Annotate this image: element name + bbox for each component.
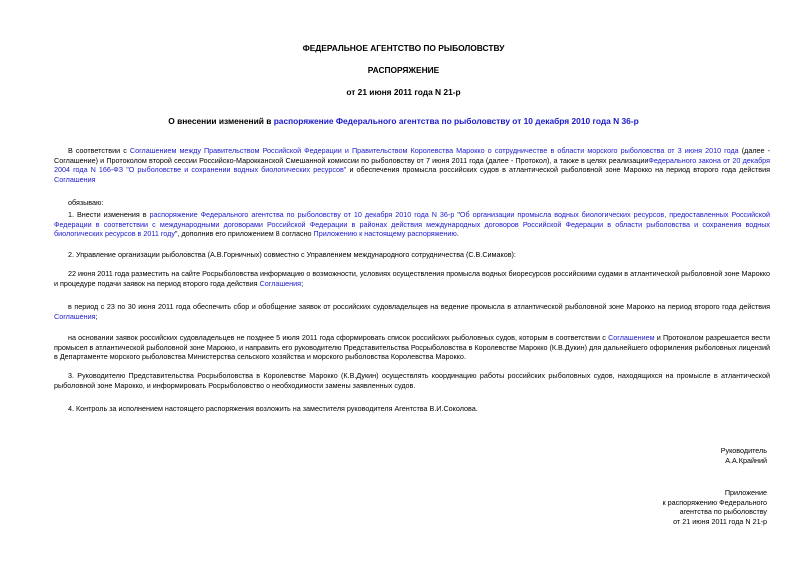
item2b-text-1: в период с 23 по 30 июня 2011 года обеспечить сбор и обобщение заявок от российских судовладельцев на ведение промысла в атлантической рыболовной зоне Марокко на период второго года действия bbox=[68, 302, 770, 311]
document-type: РАСПОРЯЖЕНИЕ bbox=[367, 65, 440, 75]
item-2 bbox=[54, 250, 770, 260]
item2c-text-2: и Протоколом разрешается вести промысел в атлантической рыболовной зоне Марокко, и направить его руководителю Представительства Росрыболовства в Королевстве Марокко (К.В.Дукин) для дальнейшего оформления рыболовных лицензий в Департаменте морского рыболовства Министерства сельского хозяйства и морского рыболовства Королевства Марокко. bbox=[54, 333, 771, 362]
item-2c bbox=[54, 333, 770, 362]
item-2b bbox=[54, 302, 770, 321]
item2a-text-1: 22 июня 2011 года разместить на сайте Росрыболовства информацию о возможности, условиях осуществления промысла водных биоресурсов российскими судами в атлантической рыболовной зоне Марокко и процедуре подачи заявок на период второго года действия bbox=[54, 269, 770, 288]
appendix-link[interactable]: Приложению к настоящему распоряжению bbox=[313, 229, 457, 239]
document-title bbox=[0, 117, 807, 127]
item2-text: 2. Управление организации рыболовства (А.В.Горничных) совместно с Управлением международного сотрудничества (С.В.Симаков): bbox=[68, 250, 516, 259]
item1-text-1: 1. Внести изменения в bbox=[68, 210, 150, 219]
title-link[interactable]: распоряжение Федерального агентства по рыболовству от 10 декабря 2010 года N 36-р bbox=[273, 116, 639, 126]
agreement-link-4[interactable]: Соглашения bbox=[54, 311, 96, 321]
signature-block bbox=[721, 446, 767, 465]
item1-text-2: " bbox=[454, 210, 460, 219]
item1-text-3: ", дополнив его приложением 8 согласно bbox=[174, 229, 314, 239]
item2c-text-1: на основании заявок российских судовладельцев не позднее 5 июля 2011 года сформировать список российских рыболовных судов, которым в соответствии с bbox=[68, 333, 609, 342]
agreement-link-3[interactable]: Соглашения bbox=[259, 278, 302, 288]
preamble-text-2: (далее - Соглашение) и Протоколом второй сессии Российско-Марокканской Смешанной комиссии по рыболовству от 7 июня 2011 года (далее - Протокол), а также в целях реализации bbox=[54, 146, 770, 165]
item-2a bbox=[54, 269, 770, 288]
item1-text-4: . bbox=[456, 229, 459, 239]
federal-law-link[interactable]: Федерального закона от 20 декабря 2004 года N 166-ФЗ "О рыболовстве и сохранении водных биологических ресурсов" bbox=[54, 155, 770, 175]
appendix-line-2: к распоряжению Федерального bbox=[662, 497, 767, 507]
item-1 bbox=[54, 210, 770, 239]
appendix-header bbox=[663, 488, 767, 526]
document-date: от 21 июня 2011 года N 21-р bbox=[346, 87, 461, 97]
preamble bbox=[54, 146, 770, 184]
agency-name: ФЕДЕРАЛЬНОЕ АГЕНТСТВО ПО РЫБОЛОВСТВУ bbox=[302, 43, 505, 53]
appendix-line-3: агентства по рыболовству bbox=[679, 507, 767, 517]
preamble-text-3: и обеспечения промысла российских судов в атлантической рыболовной зоне Марокко на период второго года действия bbox=[346, 165, 771, 175]
preamble-text-1: В соответствии с bbox=[68, 146, 130, 155]
item3-text: 3. Руководителю Представительства Росрыболовства в Королевстве Марокко (К.В.Дукин) осуществлять координацию работы российских рыболовных судов, находящихся на промысле в атлантической рыболовной зоне Марокко, и информировать Росрыболовство о необходимости замены заявленных судов. bbox=[54, 371, 770, 390]
item-3 bbox=[54, 371, 770, 390]
signature-role: Руководитель bbox=[720, 446, 767, 455]
agreement-link-5[interactable]: Соглашением bbox=[608, 333, 655, 342]
signature-name: А.А.Крайний bbox=[725, 455, 767, 465]
obligate-text: обязываю: bbox=[68, 198, 104, 207]
agreement-link[interactable]: Соглашением между Правительством Российской Федерации и Правительством Королевства Марокко о сотрудничестве в области морского рыболовства от 3 июня 2010 года bbox=[129, 146, 739, 155]
appendix-line-1: Приложение bbox=[724, 488, 767, 497]
organization-link[interactable]: Об организации промысла водных биологических ресурсов, предоставленных Российской Федерации в соответствии с международными договорами Российской Федерации в районах действия международных договоров Российской Федерации в области рыболовства и сохранения водных биологических ресурсов в 2011 году bbox=[54, 210, 770, 239]
item4-text: 4. Контроль за исполнением настоящего распоряжения возложить на заместителя руководителя Агентства В.И.Соколова. bbox=[68, 404, 478, 413]
obligate-line bbox=[54, 198, 770, 208]
title-prefix: О внесении изменений в bbox=[168, 116, 274, 126]
agreement-link-2[interactable]: Соглашения bbox=[54, 174, 96, 184]
item-4 bbox=[54, 404, 770, 414]
order-36r-link[interactable]: распоряжение Федерального агентства по рыболовству от 10 декабря 2010 года N 36-р bbox=[149, 210, 455, 219]
item2b-text-2: ; bbox=[95, 311, 98, 321]
item2a-text-2: ; bbox=[301, 278, 304, 288]
appendix-line-4: от 21 июня 2011 года N 21-р bbox=[673, 516, 767, 526]
